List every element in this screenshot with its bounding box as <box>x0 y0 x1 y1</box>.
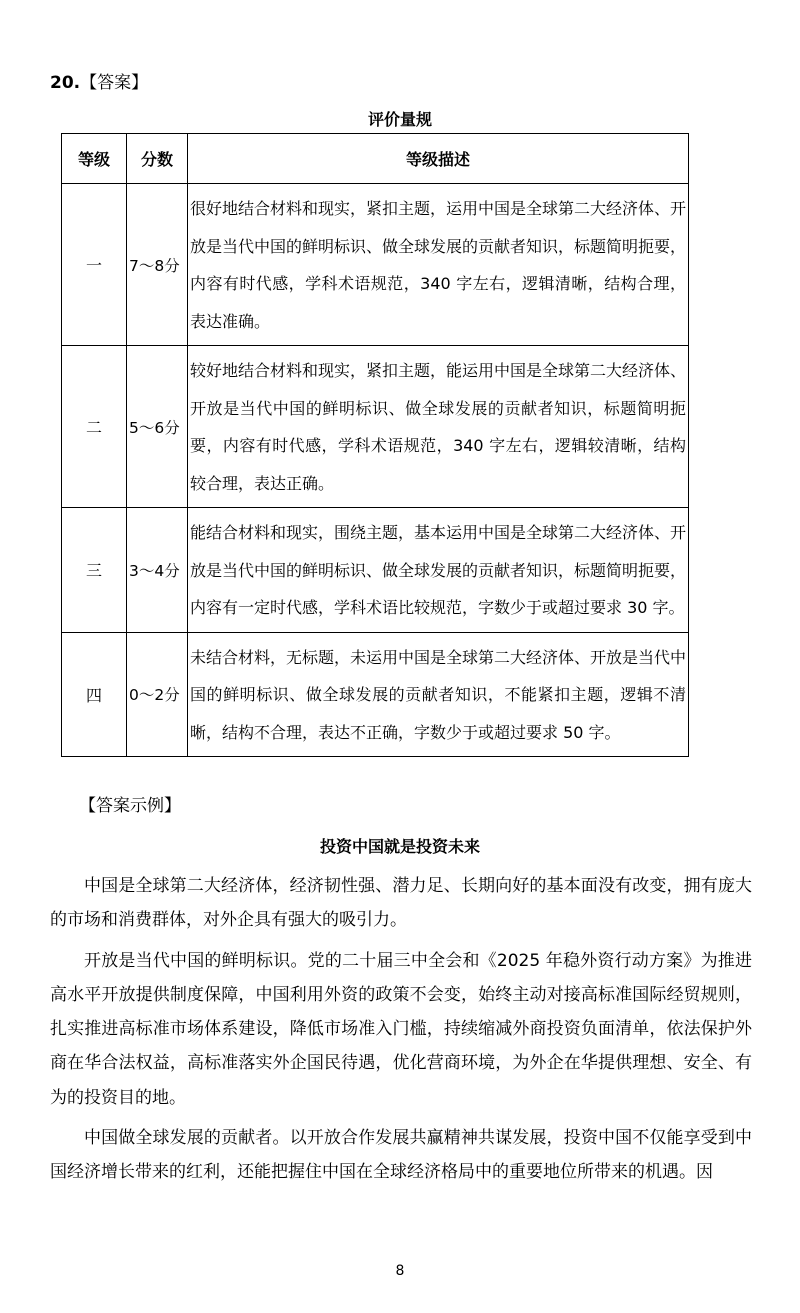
essay-paragraph: 开放是当代中国的鲜明标识。党的二十届三中全会和《2025 年稳外资行动方案》为推进高水平开放提供制度保障，中国利用外资的政策不会变，始终主动对接高标准国际经贸规则，扎实推进高标准市场体系建设，降低市场准入门槛，持续缩减外商投资负面清单，依法保护外商在华合法权益，高标准落实外企国民待遇，优化营商环境，为外企在华提供理想、安全、有为的投资目的地。 <box>50 950 752 1108</box>
essay-paragraph: 中国做全球发展的贡献者。以开放合作发展共赢精神共谋发展，投资中国不仅能享受到中国经济增长带来的红利，还能把握住中国在全球经济格局中的重要地位所带来的机遇。因 <box>50 1128 752 1183</box>
answer-tag: 【答案】 <box>80 73 149 93</box>
row-level: 三 <box>62 508 127 633</box>
row-description: 能结合材料和现实，围绕主题，基本运用中国是全球第二大经济体、开放是当代中国的鲜明标识、做全球发展的贡献者知识，标题简明扼要，内容有一定时代感，学科术语比较规范，字数少于或超过要求 30 字。 <box>188 508 689 633</box>
rubric-header-row <box>62 134 689 184</box>
essay-title: 投资中国就是投资未来 <box>319 837 480 856</box>
question-heading <box>50 70 148 96</box>
header-score: 分数 <box>127 134 188 184</box>
example-label: 【答案示例】 <box>79 796 181 816</box>
row-score: 7～8分 <box>127 184 188 346</box>
row-level: 一 <box>62 184 127 346</box>
rubric-row <box>62 632 689 757</box>
header-description: 等级描述 <box>188 134 689 184</box>
essay-paragraph: 中国是全球第二大经济体，经济韧性强、潜力足、长期向好的基本面没有改变，拥有庞大的市场和消费群体，对外企具有强大的吸引力。 <box>50 876 752 931</box>
row-score: 3～4分 <box>127 508 188 633</box>
rubric-row <box>62 184 689 346</box>
row-score: 0～2分 <box>127 632 188 757</box>
row-description: 较好地结合材料和现实，紧扣主题，能运用中国是全球第二大经济体、开放是当代中国的鲜明标识、做全球发展的贡献者知识，标题简明扼要，内容有时代感，学科术语规范，340 字左右，逻辑较清晰，结构较合理，表达正确。 <box>188 346 689 508</box>
row-description: 未结合材料，无标题，未运用中国是全球第二大经济体、开放是当代中国的鲜明标识、做全球发展的贡献者知识，不能紧扣主题，逻辑不清晰，结构不合理，表达不正确，字数少于或超过要求 50 字。 <box>188 632 689 757</box>
row-level: 二 <box>62 346 127 508</box>
rubric-table <box>61 133 689 757</box>
page-number: 8 <box>395 1263 405 1279</box>
rubric-row <box>62 346 689 508</box>
row-score: 5～6分 <box>127 346 188 508</box>
row-description: 很好地结合材料和现实，紧扣主题，运用中国是全球第二大经济体、开放是当代中国的鲜明标识、做全球发展的贡献者知识，标题简明扼要，内容有时代感，学科术语规范，340 字左右，逻辑清晰，结构合理，表达准确。 <box>188 184 689 346</box>
question-number: 20. <box>50 73 81 93</box>
header-level: 等级 <box>62 134 127 184</box>
essay-body <box>50 869 752 1196</box>
rubric-row <box>62 508 689 633</box>
rubric-title: 评价量规 <box>367 110 432 129</box>
row-level: 四 <box>62 632 127 757</box>
